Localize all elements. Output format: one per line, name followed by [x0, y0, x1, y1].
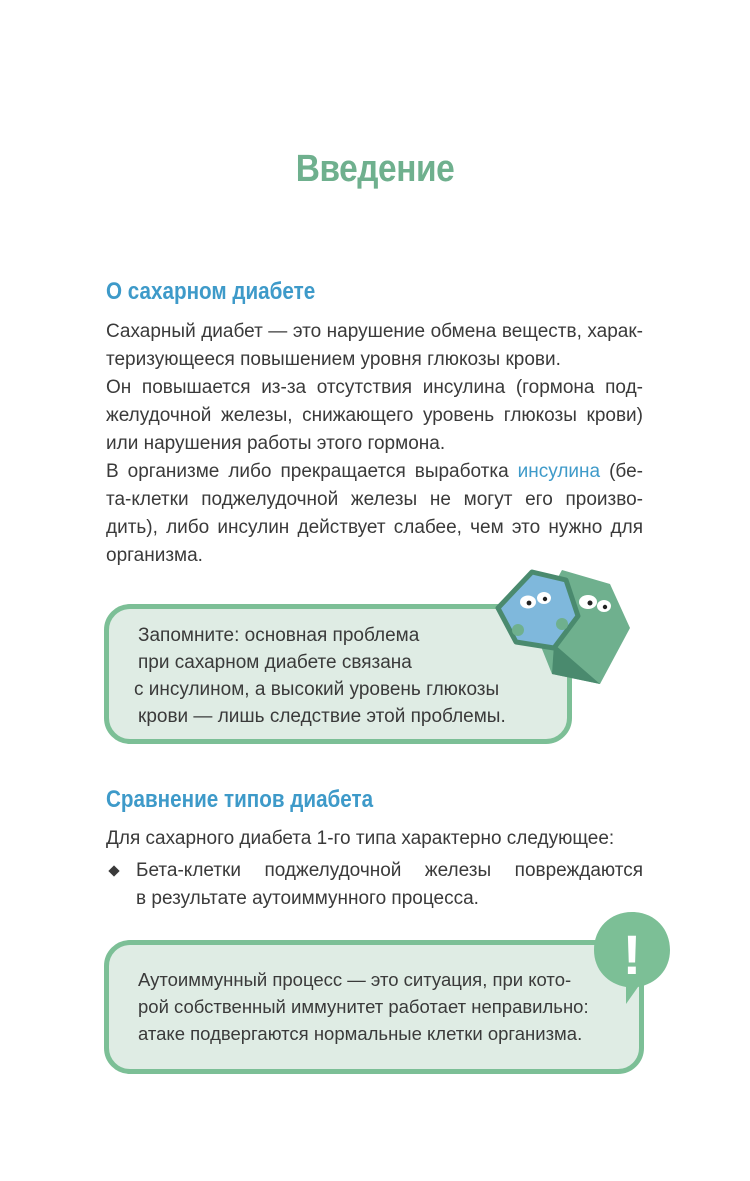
diamond-bullet-icon	[108, 865, 119, 876]
paragraph-line: желудочной железы, снижающего уровень глюкозы крови)	[106, 405, 643, 426]
paragraph-line: Он повышается из-за отсутствия инсулина (гормона под-	[106, 377, 643, 398]
paragraph-line	[106, 458, 643, 486]
paragraph-text: (бе-	[600, 461, 643, 482]
paragraph-line: или нарушения работы этого гормона.	[106, 433, 446, 454]
paragraph-type1-intro	[106, 825, 643, 853]
paragraph-line: Для сахарного диабета 1-го типа характерно следующее:	[106, 828, 615, 849]
paragraph-line: та-клетки поджелудочной железы не могут его произво-	[106, 489, 643, 510]
bullet-line: в результате аутоиммунного процесса.	[136, 888, 479, 909]
section-heading-diabetes-types: Сравнение типов диабета	[106, 786, 374, 813]
paragraph-text: В организме либо прекращается выработка	[106, 461, 518, 482]
exclamation-mark-icon: !	[622, 923, 642, 986]
paragraph-definition	[106, 318, 643, 374]
insulin-link[interactable]: инсулина	[517, 461, 601, 482]
callout-line: крови — лишь следствие этой проблемы.	[138, 706, 506, 727]
paragraph-cause	[106, 374, 643, 458]
callout-autoimmune-text	[138, 966, 589, 1047]
paragraph-mechanism	[106, 458, 643, 570]
callout-line: Запомните: основная проблема	[138, 625, 420, 646]
callout-line: с инсулином, а высокий уровень глюкозы	[134, 679, 500, 700]
bullet-text	[136, 857, 643, 913]
paragraph-line: Сахарный диабет — это нарушение обмена веществ, харак-	[106, 321, 643, 342]
paragraph-line: теризующееся повышением уровня глюкозы крови.	[106, 349, 561, 370]
callout-line: рой собственный иммунитет работает неправильно:	[138, 996, 589, 1017]
hand-left-icon	[512, 624, 524, 636]
paragraph-line: дить), либо инсулин действует слабее, чем это нужно для	[106, 517, 643, 538]
hand-right-icon	[556, 618, 568, 630]
bullet-line: Бета-клетки поджелудочной железы повреждаются	[136, 860, 643, 881]
section-heading-about-diabetes: О сахарном диабете	[106, 278, 316, 305]
exclamation-bubble-icon	[590, 908, 674, 1008]
callout-line: атаке подвергаются нормальные клетки организма.	[138, 1023, 583, 1044]
list-item	[106, 857, 643, 917]
hexagon-cells-illustration	[492, 566, 632, 690]
callout-remember-text	[134, 622, 506, 730]
callout-line: Аутоиммунный процесс — это ситуация, при кото-	[138, 969, 572, 990]
paragraph-line: организма.	[106, 545, 203, 566]
callout-line: при сахарном диабете связана	[138, 652, 412, 673]
page-title: Введение	[295, 148, 455, 190]
